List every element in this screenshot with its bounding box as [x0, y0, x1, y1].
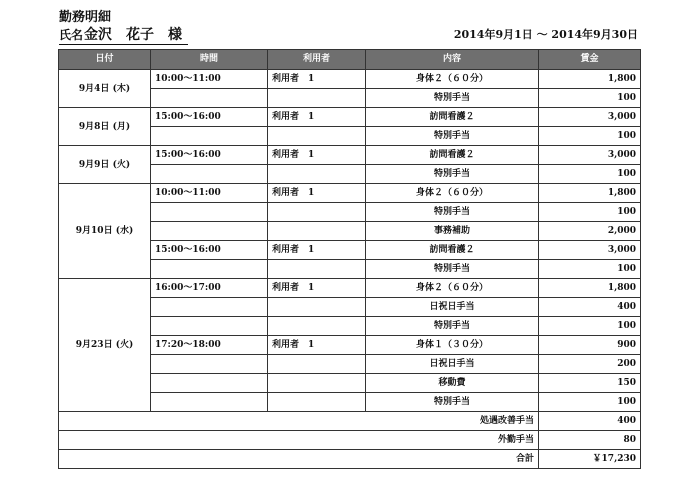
amount-cell: 1,800 — [539, 184, 641, 203]
time-cell — [151, 374, 268, 393]
name-prefix-label: 氏名 — [59, 28, 84, 42]
time-cell: 10:00〜11:00 — [151, 184, 268, 203]
statement-period: 2014年9月1日 〜 2014年9月30日 — [453, 28, 638, 41]
user-cell — [268, 89, 366, 108]
time-cell: 16:00〜17:00 — [151, 279, 268, 298]
content-cell: 身体２（６０分） — [366, 184, 539, 203]
summary-label: 処遇改善手当 — [59, 412, 539, 431]
content-cell: 日祝日手当 — [366, 355, 539, 374]
content-cell: 身体２（６０分） — [366, 279, 539, 298]
column-header-date: 日付 — [59, 50, 151, 70]
date-cell: 9月9日 (火) — [59, 146, 151, 184]
column-header-user: 利用者 — [268, 50, 366, 70]
column-header-content: 内容 — [366, 50, 539, 70]
amount-cell: 400 — [539, 298, 641, 317]
amount-cell: 1,800 — [539, 70, 641, 89]
time-cell — [151, 165, 268, 184]
amount-cell: 900 — [539, 336, 641, 355]
time-cell — [151, 393, 268, 412]
content-cell: 移動費 — [366, 374, 539, 393]
content-cell: 特別手当 — [366, 203, 539, 222]
user-cell — [268, 374, 366, 393]
user-cell — [268, 393, 366, 412]
content-cell: 特別手当 — [366, 260, 539, 279]
user-cell — [268, 203, 366, 222]
table-row — [59, 108, 641, 127]
amount-cell: 100 — [539, 393, 641, 412]
amount-cell: 1,800 — [539, 279, 641, 298]
amount-cell: 100 — [539, 165, 641, 184]
amount-cell: 100 — [539, 317, 641, 336]
user-cell: 利用者 1 — [268, 184, 366, 203]
user-cell — [268, 127, 366, 146]
content-cell: 事務補助 — [366, 222, 539, 241]
user-cell — [268, 298, 366, 317]
content-cell: 特別手当 — [366, 317, 539, 336]
table-row — [59, 70, 641, 89]
content-cell: 日祝日手当 — [366, 298, 539, 317]
table-row — [59, 184, 641, 203]
recipient-name — [59, 24, 188, 45]
summary-label: 合計 — [59, 450, 539, 469]
time-cell: 15:00〜16:00 — [151, 241, 268, 260]
summary-amount: 80 — [539, 431, 641, 450]
amount-cell: 100 — [539, 260, 641, 279]
summary-row — [59, 450, 641, 469]
user-cell — [268, 355, 366, 374]
column-header-amount: 賃金 — [539, 50, 641, 70]
summary-row — [59, 412, 641, 431]
time-cell: 15:00〜16:00 — [151, 146, 268, 165]
user-cell — [268, 222, 366, 241]
table-row — [59, 146, 641, 165]
time-cell — [151, 298, 268, 317]
date-cell: 9月23日 (火) — [59, 279, 151, 412]
content-cell: 特別手当 — [366, 393, 539, 412]
user-cell — [268, 260, 366, 279]
time-cell: 10:00〜11:00 — [151, 70, 268, 89]
table-row — [59, 279, 641, 298]
user-cell: 利用者 1 — [268, 336, 366, 355]
user-cell: 利用者 1 — [268, 279, 366, 298]
user-cell: 利用者 1 — [268, 108, 366, 127]
name-value: 金沢 花子 様 — [84, 27, 183, 43]
time-cell — [151, 260, 268, 279]
amount-cell: 3,000 — [539, 108, 641, 127]
amount-cell: 100 — [539, 203, 641, 222]
date-cell: 9月4日 (木) — [59, 70, 151, 108]
user-cell: 利用者 1 — [268, 70, 366, 89]
content-cell: 身体１（３０分） — [366, 336, 539, 355]
content-cell: 訪問看護２ — [366, 241, 539, 260]
summary-amount: ￥17,230 — [539, 450, 641, 469]
amount-cell: 150 — [539, 374, 641, 393]
summary-amount: 400 — [539, 412, 641, 431]
user-cell: 利用者 1 — [268, 241, 366, 260]
user-cell: 利用者 1 — [268, 146, 366, 165]
column-header-time: 時間 — [151, 50, 268, 70]
content-cell: 訪問看護２ — [366, 146, 539, 165]
summary-row — [59, 431, 641, 450]
user-cell — [268, 165, 366, 184]
time-cell — [151, 355, 268, 374]
time-cell — [151, 89, 268, 108]
amount-cell: 100 — [539, 89, 641, 108]
amount-cell: 100 — [539, 127, 641, 146]
amount-cell: 3,000 — [539, 241, 641, 260]
content-cell: 特別手当 — [366, 127, 539, 146]
content-cell: 特別手当 — [366, 89, 539, 108]
content-cell: 訪問看護２ — [366, 108, 539, 127]
time-cell — [151, 203, 268, 222]
work-statement-table — [58, 49, 641, 469]
date-cell: 9月8日 (月) — [59, 108, 151, 146]
date-cell: 9月10日 (水) — [59, 184, 151, 279]
user-cell — [268, 317, 366, 336]
time-cell: 15:00〜16:00 — [151, 108, 268, 127]
time-cell: 17:20〜18:00 — [151, 336, 268, 355]
time-cell — [151, 222, 268, 241]
summary-label: 外勤手当 — [59, 431, 539, 450]
amount-cell: 200 — [539, 355, 641, 374]
table-body — [59, 70, 641, 469]
content-cell: 特別手当 — [366, 165, 539, 184]
amount-cell: 3,000 — [539, 146, 641, 165]
time-cell — [151, 317, 268, 336]
content-cell: 身体２（６０分） — [366, 70, 539, 89]
table-header-row — [59, 50, 641, 70]
amount-cell: 2,000 — [539, 222, 641, 241]
document-title: 勤務明細 — [59, 10, 112, 25]
time-cell — [151, 127, 268, 146]
